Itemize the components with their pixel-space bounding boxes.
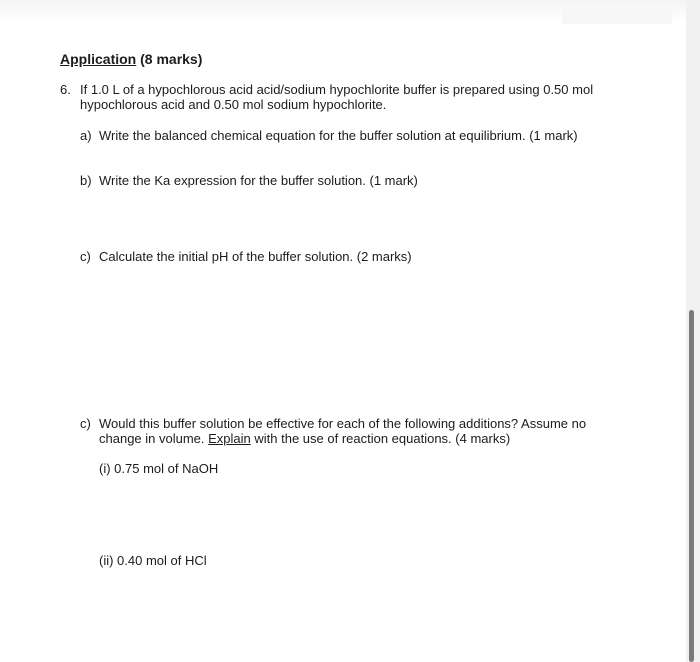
- part-c2-line2-before: change in volume.: [99, 431, 209, 446]
- subpart-i: (i) 0.75 mol of NaOH: [99, 461, 219, 476]
- part-c2-text-line1: Would this buffer solution be effective for each of the following additions? Assume no: [99, 416, 587, 431]
- question-number: 6.: [60, 82, 71, 97]
- part-c2-label: c): [80, 416, 91, 431]
- part-a-text: Write the balanced chemical equation for the buffer solution at equilibrium. (1 mark): [99, 128, 578, 143]
- section-heading: [60, 51, 202, 67]
- part-a-label: a): [80, 128, 92, 143]
- question-text-line2: hypochlorous acid and 0.50 mol sodium hypochlorite.: [80, 97, 387, 112]
- section-title: Application: [60, 51, 137, 67]
- part-c1-label: c): [80, 249, 91, 264]
- explain-word: Explain: [208, 431, 251, 446]
- part-b-label: b): [80, 173, 92, 188]
- part-c2-text-line2: [99, 431, 510, 447]
- part-c2-line2-after: with the use of reaction equations. (4 marks): [250, 431, 511, 446]
- part-b-text: Write the Ka expression for the buffer solution. (1 mark): [99, 173, 418, 188]
- top-strip: [562, 4, 672, 24]
- question-text-line1: If 1.0 L of a hypochlorous acid acid/sodium hypochlorite buffer is prepared using 0.50 mol: [80, 82, 594, 97]
- part-c1-text: Calculate the initial pH of the buffer solution. (2 marks): [99, 249, 412, 264]
- subpart-ii: (ii) 0.40 mol of HCl: [99, 553, 207, 568]
- section-marks: (8 marks): [140, 51, 203, 67]
- scrollbar-thumb[interactable]: [689, 310, 694, 662]
